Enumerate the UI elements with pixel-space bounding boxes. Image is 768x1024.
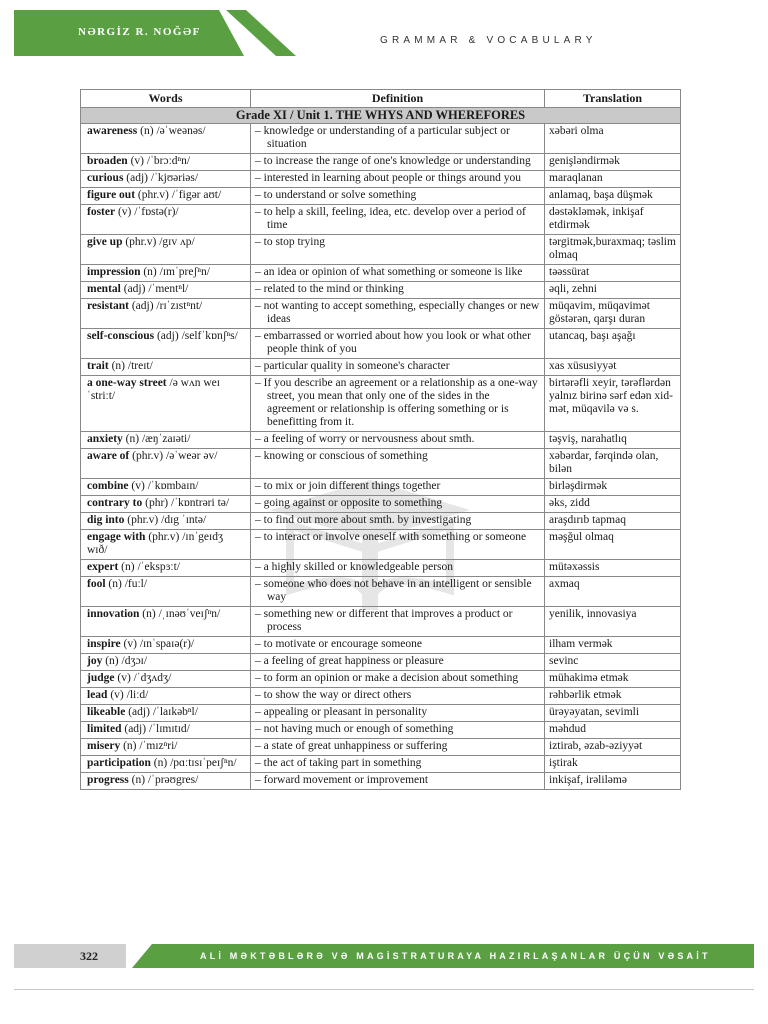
word-term: inspire xyxy=(87,638,121,650)
translation-cell: əqli, zehni xyxy=(545,282,681,299)
definition-text: – to understand or solve something xyxy=(255,189,417,201)
definition-cell xyxy=(251,654,545,671)
word-part-of-speech: (adj) xyxy=(156,330,179,342)
definition-cell xyxy=(251,560,545,577)
word-cell xyxy=(81,265,251,282)
footer-text: ALİ MƏKTƏBLƏRƏ VƏ MAGİSTRATURAYA HAZIRLAŞANLAR ÜÇÜN VƏSAİT xyxy=(200,951,711,961)
translation-cell: iştirak xyxy=(545,756,681,773)
definition-text: – particular quality in someone's character xyxy=(255,360,450,372)
table-row xyxy=(81,560,681,577)
word-transcription: /əˈweər əv/ xyxy=(166,450,218,462)
definition-cell xyxy=(251,235,545,265)
word-cell xyxy=(81,359,251,376)
table-row xyxy=(81,756,681,773)
word-cell xyxy=(81,577,251,607)
table-header-row xyxy=(81,90,681,108)
table-row xyxy=(81,607,681,637)
word-transcription: /selfˈkɒnʃⁿs/ xyxy=(181,330,238,342)
word-transcription: /ə wʌn weɪ ˈstriːt/ xyxy=(87,377,220,402)
word-term: impression xyxy=(87,266,141,278)
unit-title: Grade XI / Unit 1. THE WHYS AND WHEREFORES xyxy=(81,108,681,124)
word-transcription: /ˌɪnəʊˈveɪʃⁿn/ xyxy=(158,608,221,620)
definition-text: – forward movement or improvement xyxy=(255,774,429,786)
word-cell xyxy=(81,299,251,329)
table-row xyxy=(81,124,681,154)
word-part-of-speech: (phr.v) xyxy=(132,450,164,462)
table-row xyxy=(81,705,681,722)
definition-text: – an idea or opinion of what something or someone is like xyxy=(255,266,523,278)
translation-cell: ilham vermək xyxy=(545,637,681,654)
definition-text: – a feeling of worry or nervousness about smth. xyxy=(255,433,475,445)
word-transcription: /ˈekspɜːt/ xyxy=(137,561,180,573)
header-words: Words xyxy=(81,90,251,108)
definition-cell xyxy=(251,449,545,479)
word-part-of-speech: (n) xyxy=(123,740,137,752)
word-part-of-speech: (phr.v) xyxy=(125,236,157,248)
translation-cell: rəhbərlik etmək xyxy=(545,688,681,705)
table-row xyxy=(81,688,681,705)
translation-cell: mütəxəssis xyxy=(545,560,681,577)
word-term: broaden xyxy=(87,155,128,167)
word-part-of-speech: (adj) xyxy=(123,283,146,295)
definition-cell xyxy=(251,530,545,560)
word-cell xyxy=(81,688,251,705)
translation-cell: məhdud xyxy=(545,722,681,739)
page-number-box xyxy=(14,944,126,968)
word-cell xyxy=(81,432,251,449)
subject-title: GRAMMAR & VOCABULARY xyxy=(380,35,597,46)
word-cell xyxy=(81,654,251,671)
definition-text: – to increase the range of one's knowledge or understanding xyxy=(255,155,531,167)
word-term: innovation xyxy=(87,608,140,620)
word-term: contrary to xyxy=(87,497,143,509)
word-term: dig into xyxy=(87,514,125,526)
translation-cell: xas xüsusiyyət xyxy=(545,359,681,376)
word-part-of-speech: (n) xyxy=(121,561,135,573)
word-cell xyxy=(81,773,251,790)
word-part-of-speech: (n) xyxy=(153,757,168,769)
word-part-of-speech: (n) xyxy=(108,578,122,590)
word-part-of-speech: (v) xyxy=(110,689,124,701)
definition-cell xyxy=(251,171,545,188)
definition-cell xyxy=(251,124,545,154)
table-row xyxy=(81,637,681,654)
definition-text: – related to the mind or thinking xyxy=(255,283,404,295)
word-term: anxiety xyxy=(87,433,123,445)
translation-cell: maraqlanan xyxy=(545,171,681,188)
word-cell xyxy=(81,282,251,299)
word-cell xyxy=(81,705,251,722)
table-row xyxy=(81,235,681,265)
word-transcription: /dɪg ˈɪntə/ xyxy=(161,514,207,526)
translation-cell: təşviş, narahatlıq xyxy=(545,432,681,449)
table-row xyxy=(81,188,681,205)
word-transcription: /ˈbrɔːdⁿn/ xyxy=(146,155,191,167)
word-term: awareness xyxy=(87,125,138,137)
table-row xyxy=(81,359,681,376)
bottom-divider xyxy=(14,989,754,990)
definition-text: – knowing or conscious of something xyxy=(255,450,428,462)
word-cell xyxy=(81,329,251,359)
definition-cell xyxy=(251,479,545,496)
definition-text: – embarrassed or worried about how you look or what other people think of you xyxy=(255,330,531,355)
word-term: limited xyxy=(87,723,122,735)
page-number: 322 xyxy=(80,949,98,963)
translation-cell: anlamaq, başa düşmək xyxy=(545,188,681,205)
translation-cell: araşdırıb tapmaq xyxy=(545,513,681,530)
word-transcription: /fuːl/ xyxy=(124,578,148,590)
table-row xyxy=(81,722,681,739)
word-cell xyxy=(81,530,251,560)
definition-cell xyxy=(251,607,545,637)
definition-text: – not having much or enough of something xyxy=(255,723,454,735)
word-term: curious xyxy=(87,172,124,184)
word-cell xyxy=(81,479,251,496)
definition-cell xyxy=(251,359,545,376)
table-row xyxy=(81,449,681,479)
word-part-of-speech: (n) xyxy=(140,125,154,137)
word-cell xyxy=(81,739,251,756)
word-transcription: /ˈprəʊgres/ xyxy=(147,774,199,786)
definition-cell xyxy=(251,739,545,756)
definition-text: – to motivate or encourage someone xyxy=(255,638,423,650)
word-cell xyxy=(81,756,251,773)
definition-cell xyxy=(251,376,545,432)
word-term: joy xyxy=(87,655,103,667)
translation-cell: inkişaf, irəliləmə xyxy=(545,773,681,790)
definition-cell xyxy=(251,299,545,329)
word-cell xyxy=(81,171,251,188)
word-part-of-speech: (n) xyxy=(111,360,126,372)
word-part-of-speech: (adj) xyxy=(124,723,147,735)
definition-text: – the act of taking part in something xyxy=(255,757,422,769)
word-cell xyxy=(81,235,251,265)
definition-cell xyxy=(251,282,545,299)
definition-cell xyxy=(251,705,545,722)
definition-cell xyxy=(251,496,545,513)
word-cell xyxy=(81,376,251,432)
word-term: engage with xyxy=(87,531,146,543)
definition-text: – going against or opposite to something xyxy=(255,497,443,509)
word-term: trait xyxy=(87,360,109,372)
definition-cell xyxy=(251,188,545,205)
word-term: a one-way street xyxy=(87,377,167,389)
word-cell xyxy=(81,560,251,577)
word-cell xyxy=(81,449,251,479)
definition-cell xyxy=(251,577,545,607)
word-transcription: /treɪt/ xyxy=(127,360,153,372)
table-row xyxy=(81,773,681,790)
word-part-of-speech: (n) xyxy=(143,266,157,278)
definition-cell xyxy=(251,688,545,705)
table-row xyxy=(81,530,681,560)
word-transcription: /gɪv ʌp/ xyxy=(159,236,195,248)
word-cell xyxy=(81,513,251,530)
definition-cell xyxy=(251,513,545,530)
definition-text: – appealing or pleasant in personality xyxy=(255,706,428,718)
translation-cell: birtərəfli xeyir, tərəflərdən yalnız birinə sərf edən xid-mət, müqavilə və s. xyxy=(545,376,681,432)
translation-cell: axmaq xyxy=(545,577,681,607)
page-header xyxy=(14,10,756,56)
word-term: give up xyxy=(87,236,123,248)
word-transcription: /ˈfɒstə(r)/ xyxy=(134,206,179,218)
table-row xyxy=(81,299,681,329)
definition-text: – something new or different that improves a product or process xyxy=(255,608,513,633)
table-row xyxy=(81,654,681,671)
translation-cell: dəstəkləmək, inkişaf etdirmək xyxy=(545,205,681,235)
word-term: lead xyxy=(87,689,108,701)
word-part-of-speech: (adj) xyxy=(126,172,149,184)
word-transcription: /ɪnˈspaɪə(r)/ xyxy=(139,638,195,650)
word-transcription: /æŋˈzaɪəti/ xyxy=(141,433,191,445)
table-row xyxy=(81,376,681,432)
word-part-of-speech: (v) xyxy=(117,672,131,684)
translation-cell: xəbərdar, fərqində olan, bilən xyxy=(545,449,681,479)
table-row xyxy=(81,432,681,449)
author-name: NƏRGİZ R. NOĞƏF xyxy=(78,26,201,38)
table-row xyxy=(81,577,681,607)
word-term: expert xyxy=(87,561,119,573)
table-row xyxy=(81,479,681,496)
word-part-of-speech: (adj) xyxy=(128,706,150,718)
translation-cell: təəssürat xyxy=(545,265,681,282)
table-row xyxy=(81,513,681,530)
definition-text: – not wanting to accept something, especially changes or new ideas xyxy=(255,300,540,325)
definition-cell xyxy=(251,205,545,235)
word-transcription: /ˈfigər aʊt/ xyxy=(171,189,222,201)
unit-title-row xyxy=(81,108,681,124)
vocabulary-table-container xyxy=(80,89,680,790)
definition-cell xyxy=(251,329,545,359)
word-transcription: /ˈlaɪkəbⁿl/ xyxy=(152,706,198,718)
word-term: figure out xyxy=(87,189,136,201)
table-row xyxy=(81,265,681,282)
definition-text: – a highly skilled or knowledgeable person xyxy=(255,561,454,573)
word-part-of-speech: (v) xyxy=(131,480,145,492)
word-transcription: /rɪˈzɪstⁿnt/ xyxy=(156,300,203,312)
definition-cell xyxy=(251,773,545,790)
word-cell xyxy=(81,722,251,739)
translation-cell: yenilik, innovasiya xyxy=(545,607,681,637)
translation-cell: sevinc xyxy=(545,654,681,671)
definition-cell xyxy=(251,722,545,739)
word-cell xyxy=(81,496,251,513)
word-part-of-speech: (v) xyxy=(123,638,137,650)
word-term: mental xyxy=(87,283,121,295)
word-term: self-conscious xyxy=(87,330,155,342)
definition-cell xyxy=(251,432,545,449)
translation-cell: tərgitmək,buraxmaq; təslim olmaq xyxy=(545,235,681,265)
table-row xyxy=(81,154,681,171)
word-part-of-speech: (n) xyxy=(142,608,156,620)
word-part-of-speech: (n) xyxy=(131,774,146,786)
word-term: resistant xyxy=(87,300,129,312)
word-transcription: /ˈkɒntrəri tə/ xyxy=(171,497,230,509)
definition-text: – to show the way or direct others xyxy=(255,689,412,701)
word-part-of-speech: (v) xyxy=(130,155,144,167)
word-term: likeable xyxy=(87,706,126,718)
word-transcription: /ˈmɪzⁿri/ xyxy=(139,740,178,752)
word-part-of-speech: (phr.v) xyxy=(127,514,159,526)
word-cell xyxy=(81,671,251,688)
translation-cell: mühakimə etmək xyxy=(545,671,681,688)
word-cell xyxy=(81,607,251,637)
translation-cell: iztirab, əzab-əziyyət xyxy=(545,739,681,756)
table-row xyxy=(81,171,681,188)
word-term: judge xyxy=(87,672,115,684)
table-row xyxy=(81,329,681,359)
definition-text: – to stop trying xyxy=(255,236,325,248)
word-cell xyxy=(81,637,251,654)
definition-cell xyxy=(251,756,545,773)
word-part-of-speech: (phr.v) xyxy=(148,531,180,543)
definition-text: – a feeling of great happiness or pleasure xyxy=(255,655,444,667)
word-transcription: /ˈkjʊəriəs/ xyxy=(150,172,199,184)
word-transcription: /ˈlɪmɪtɪd/ xyxy=(148,723,190,735)
word-part-of-speech: (phr) xyxy=(145,497,169,509)
word-transcription: /ɪnˈgeɪdʒ wɪð/ xyxy=(87,531,224,556)
word-cell xyxy=(81,205,251,235)
definition-text: – a state of great unhappiness or suffering xyxy=(255,740,448,752)
translation-cell: məşğul olmaq xyxy=(545,530,681,560)
word-term: foster xyxy=(87,206,116,218)
header-translation: Translation xyxy=(545,90,681,108)
definition-cell xyxy=(251,154,545,171)
definition-text: – If you describe an agreement or a relationship as a one-way street, you mean that only one of the sides in the agreement or relationship is offering something or is benefitting from it. xyxy=(255,377,538,428)
definition-text: – to find out more about smth. by investigating xyxy=(255,514,472,526)
translation-cell: xəbəri olma xyxy=(545,124,681,154)
definition-text: – interested in learning about people or things around you xyxy=(255,172,522,184)
word-term: fool xyxy=(87,578,106,590)
word-transcription: /ɪmˈpreʃⁿn/ xyxy=(159,266,210,278)
translation-cell: müqavim, müqavimət göstərən, qarşı duran xyxy=(545,299,681,329)
table-row xyxy=(81,205,681,235)
vocabulary-table xyxy=(80,89,681,790)
word-term: aware of xyxy=(87,450,130,462)
word-part-of-speech: (phr.v) xyxy=(137,189,169,201)
definition-text: – to mix or join different things together xyxy=(255,480,441,492)
definition-cell xyxy=(251,637,545,654)
page-footer xyxy=(14,944,754,968)
word-term: progress xyxy=(87,774,129,786)
definition-text: – to interact or involve oneself with something or someone xyxy=(255,531,527,543)
definition-text: – to form an opinion or make a decision about something xyxy=(255,672,519,684)
word-part-of-speech: (n) xyxy=(125,433,140,445)
table-row xyxy=(81,671,681,688)
word-term: misery xyxy=(87,740,121,752)
definition-cell xyxy=(251,671,545,688)
header-definition: Definition xyxy=(251,90,545,108)
word-part-of-speech: (adj) xyxy=(131,300,154,312)
definition-text: – to help a skill, feeling, idea, etc. develop over a period of time xyxy=(255,206,526,231)
definition-text: – someone who does not behave in an intelligent or sensible way xyxy=(255,578,532,603)
definition-text: – knowledge or understanding of a particular subject or situation xyxy=(255,125,510,150)
translation-cell: ürəyəyatan, sevimli xyxy=(545,705,681,722)
table-row xyxy=(81,282,681,299)
translation-cell: utancaq, başı aşağı xyxy=(545,329,681,359)
word-cell xyxy=(81,188,251,205)
word-transcription: /ˈmentⁿl/ xyxy=(148,283,189,295)
table-row xyxy=(81,739,681,756)
definition-cell xyxy=(251,265,545,282)
translation-cell: genişləndirmək xyxy=(545,154,681,171)
word-term: participation xyxy=(87,757,151,769)
word-term: combine xyxy=(87,480,129,492)
word-cell xyxy=(81,124,251,154)
word-cell xyxy=(81,154,251,171)
translation-cell: əks, zidd xyxy=(545,496,681,513)
word-part-of-speech: (n) xyxy=(105,655,119,667)
translation-cell: birləşdirmək xyxy=(545,479,681,496)
word-transcription: /əˈweənəs/ xyxy=(156,125,206,137)
word-transcription: /liːd/ xyxy=(126,689,149,701)
word-transcription: /ˈdʒʌdʒ/ xyxy=(133,672,172,684)
word-transcription: /ˈkɒmbaɪn/ xyxy=(147,480,199,492)
word-transcription: /pɑːtɪsɪˈpeɪʃⁿn/ xyxy=(170,757,237,769)
word-part-of-speech: (v) xyxy=(117,206,132,218)
word-transcription: /dʒɔɪ/ xyxy=(121,655,148,667)
table-row xyxy=(81,496,681,513)
